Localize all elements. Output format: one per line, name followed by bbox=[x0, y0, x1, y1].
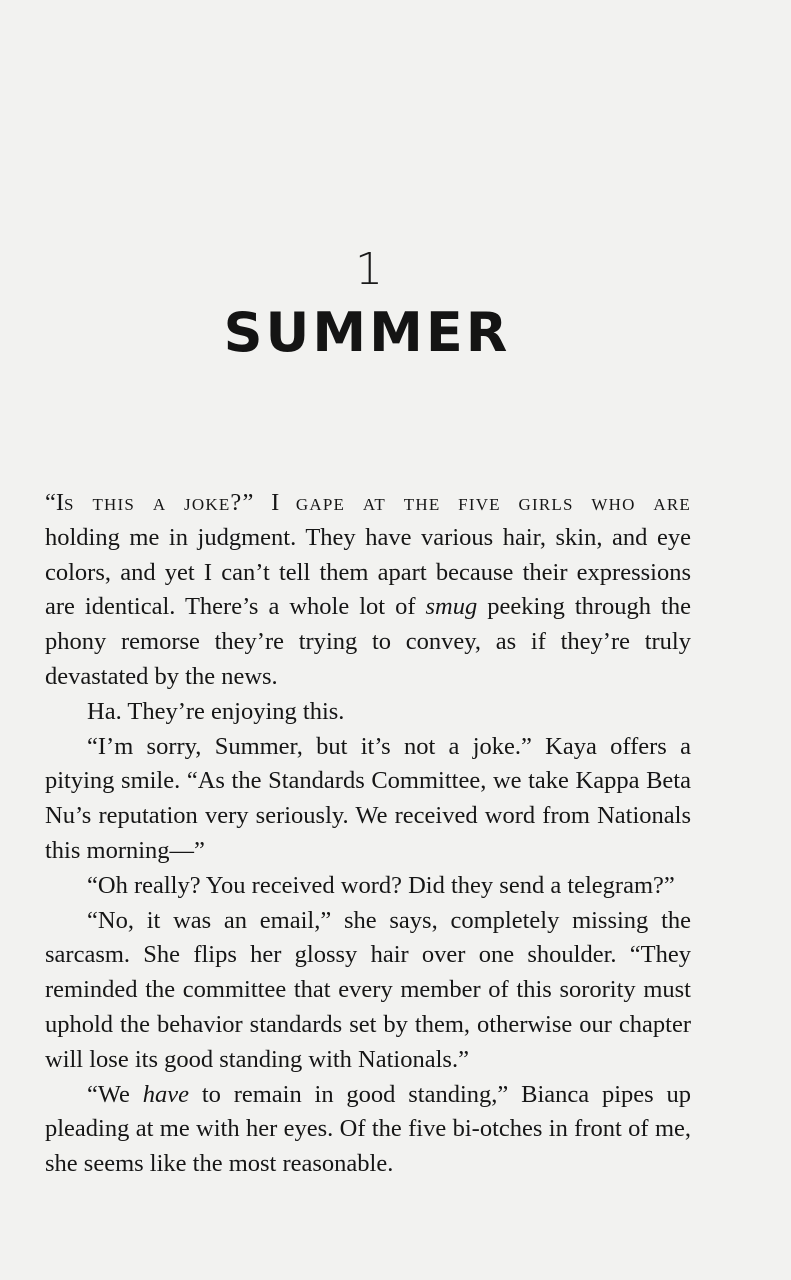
opening-quote-lead: “I bbox=[45, 489, 65, 516]
paragraph-1-emphasis: smug bbox=[425, 593, 478, 621]
chapter-title: SUMMER bbox=[223, 301, 511, 364]
paragraph-1 bbox=[45, 486, 691, 695]
paragraph-6-before-emphasis: “We bbox=[87, 1080, 143, 1108]
opening-narration-lead: I bbox=[254, 489, 296, 516]
paragraph-1-text-before-emphasis: holding me in judgment. They have various hair, skin, and eye colors, and yet I can’t tell them apart because their expressions are identical. There’s a whole lot of bbox=[45, 523, 691, 621]
paragraph-6-emphasis: have bbox=[142, 1080, 189, 1108]
paragraph-5: “No, it was an email,” she says, completely missing the sarcasm. She flips her glossy hair over one shoulder. “They reminded the committee that every member of this sorority must uphold the behavior standards set by them, otherwise our chapter will lose its good standing with Nationals.” bbox=[45, 906, 691, 1073]
chapter-number: 1 bbox=[355, 244, 383, 295]
chapter-body bbox=[45, 486, 691, 1182]
paragraph-1-text-after-emphasis: peeking through the phony remorse they’re trying to convey, as if they’re truly devastated by the news. bbox=[45, 593, 691, 690]
opening-quote-rest: s this a joke?” bbox=[64, 489, 255, 516]
paragraph-3: “I’m sorry, Summer, but it’s not a joke.” Kaya offers a pitying smile. “As the Standards Committee, we take Kappa Beta Nu’s reputation very seriously. We received word from Nationals this morning—” bbox=[45, 732, 691, 864]
opening-narration-smallcaps: gape at the five girls who are bbox=[295, 489, 691, 516]
paragraph-6-after-emphasis: to remain in good standing,” Bianca pipes up pleading at me with her eyes. Of the five bi-otches in front of me, she seems like the most reasonable. bbox=[45, 1080, 691, 1178]
paragraph-6 bbox=[45, 1078, 691, 1182]
paragraph-2: Ha. They’re enjoying this. bbox=[87, 697, 345, 725]
paragraph-4: “Oh really? You received word? Did they send a telegram?” bbox=[87, 871, 675, 899]
opening-line bbox=[45, 486, 691, 521]
